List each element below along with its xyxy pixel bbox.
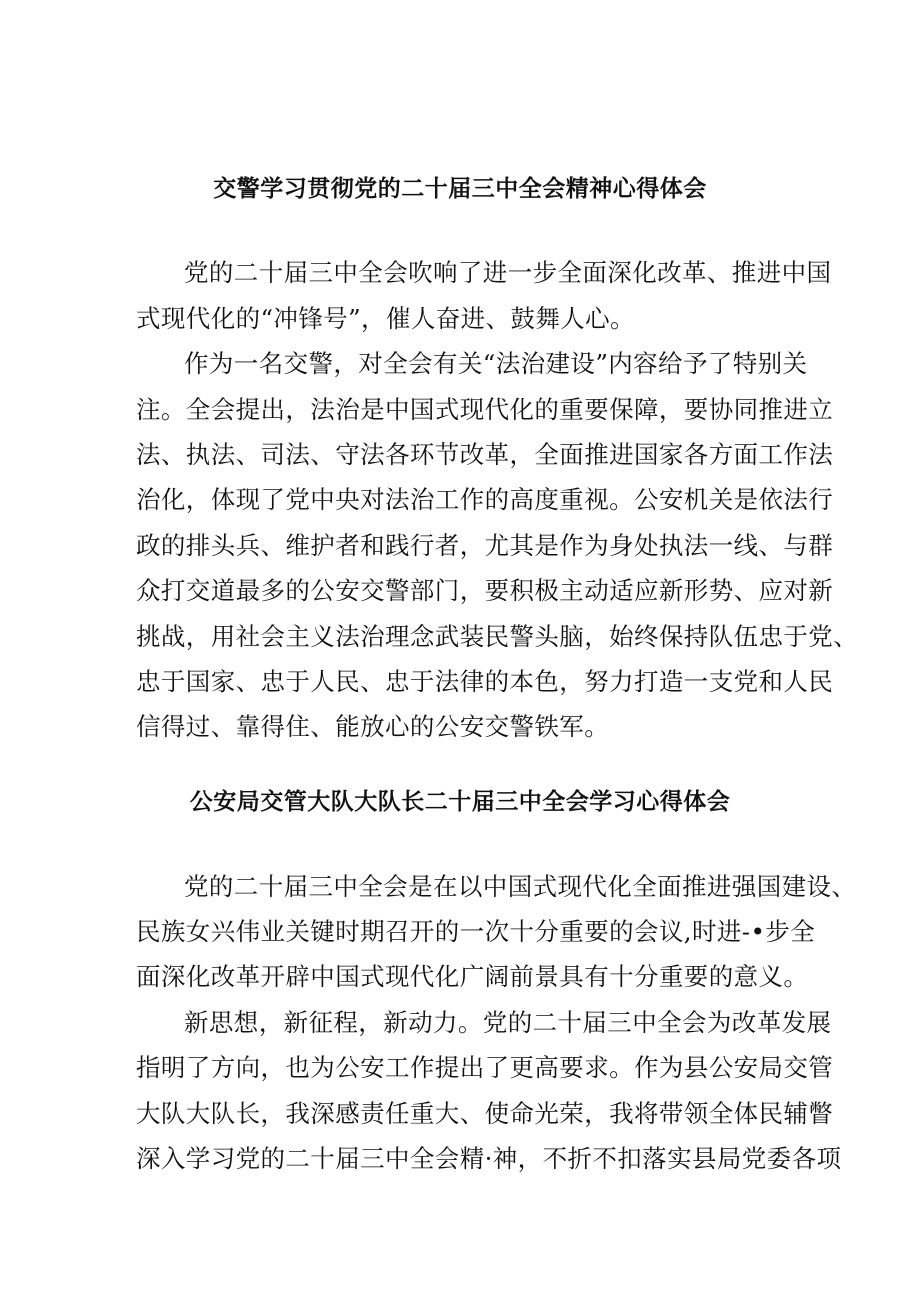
article-1-line: 挑战，用社会主义法治理念武装民警头脑，始终保持队伍忠于党、 bbox=[136, 622, 859, 651]
article-1-line: 法、执法、司法、守法各环节改革，全面推进国家各方面工作法 bbox=[136, 440, 834, 469]
article-1-line: 信得过、靠得住、能放心的公安交警铁军。 bbox=[136, 712, 610, 741]
article-2-line: 深入学习党的二十届三中全会精·神，不折不扣落实县局党委各项 bbox=[136, 1144, 842, 1173]
article-2-title: 公安局交管大队大队长二十届三中全会学习心得体会 bbox=[189, 789, 731, 815]
article-1-line: 党的二十届三中全会吹响了进一步全面深化改革、推进中国 bbox=[184, 258, 832, 287]
article-2-line: 党的二十届三中全会是在以中国式现代化全面推进强国建设、 bbox=[184, 872, 857, 901]
article-2-line: 面深化改革开辟中国式现代化广阔前景具有十分重要的意义。 bbox=[136, 962, 809, 991]
article-2-line: 指明了方向，也为公安工作提出了更高要求。作为县公安局交管 bbox=[136, 1053, 834, 1082]
article-1-title: 交警学习贯彻党的二十届三中全会精神心得体会 bbox=[213, 176, 707, 202]
article-2-line: 民族女兴伟业关键时期召开的一次十分重要的会议,时进-•步全 bbox=[136, 917, 816, 946]
article-1-line: 作为一名交警，对全会有关“法治建设”内容给予了特别关 bbox=[184, 349, 808, 378]
article-1-line: 忠于国家、忠于人民、忠于法律的本色，努力打造一支党和人民 bbox=[136, 667, 834, 696]
article-1-line: 注。全会提出，法治是中国式现代化的重要保障，要协同推进立 bbox=[136, 395, 834, 424]
article-1-line: 众打交道最多的公安交警部门，要积极主动适应新形势、应对新 bbox=[136, 576, 834, 605]
article-2-line: 大队大队长，我深感责任重大、使命光荣，我将带领全体民辅瞥 bbox=[136, 1099, 834, 1128]
article-1-line: 政的排头兵、维护者和践行者，尤其是作为身处执法一线、与群 bbox=[136, 531, 834, 560]
article-1-line: 治化，体现了党中央对法治工作的高度重视。公安机关是依法行 bbox=[136, 485, 834, 514]
article-2-line: 新思想，新征程，新动力。党的二十届三中全会为改革发展 bbox=[184, 1008, 832, 1037]
article-1-line: 式现代化的“冲锋号”，催人奋进、鼓舞人心。 bbox=[136, 304, 635, 333]
